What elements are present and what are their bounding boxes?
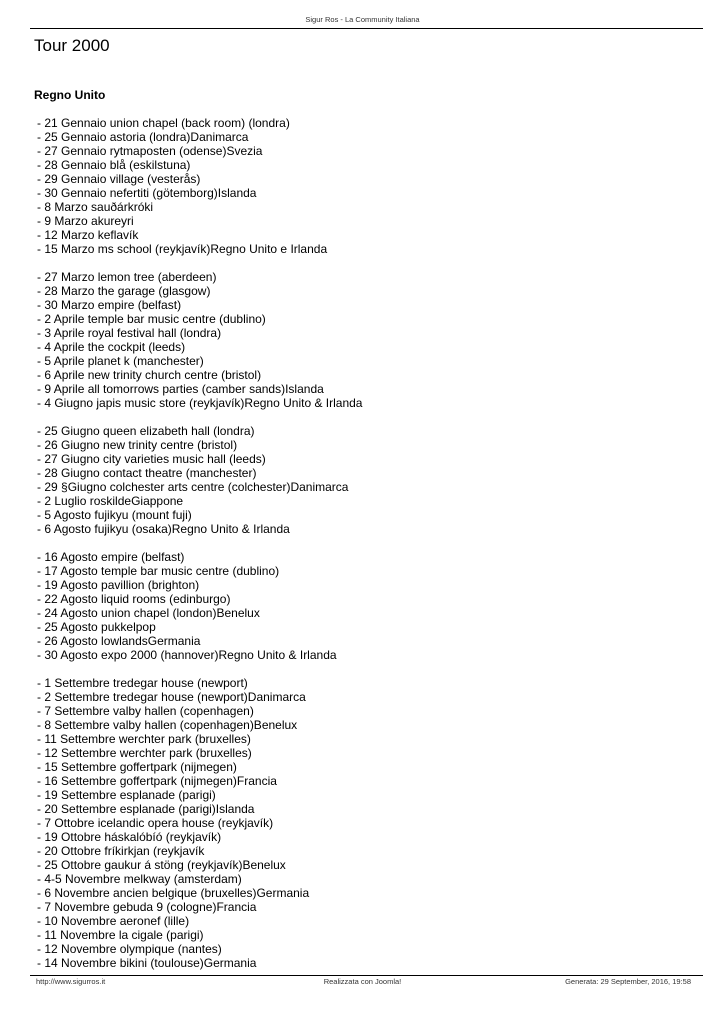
footer-generated-date: Generata: 29 September, 2016, 19:58 bbox=[565, 977, 691, 986]
tour-date-item: - 20 Ottobre fríkirkjan (reykjavík bbox=[37, 844, 697, 858]
tour-date-item: - 29 §Giugno colchester arts centre (colchester)Danimarca bbox=[37, 480, 697, 494]
tour-date-item: - 27 Giugno city varieties music hall (leeds) bbox=[37, 452, 697, 466]
tour-date-item: - 6 Agosto fujikyu (osaka)Regno Unito & Irlanda bbox=[37, 522, 697, 536]
tour-date-item: - 3 Aprile royal festival hall (londra) bbox=[37, 326, 697, 340]
tour-date-item: - 9 Aprile all tomorrows parties (camber sands)Islanda bbox=[37, 382, 697, 396]
tour-date-item: - 12 Marzo keflavík bbox=[37, 228, 697, 242]
tour-date-item: - 7 Novembre gebuda 9 (cologne)Francia bbox=[37, 900, 697, 914]
tour-block bbox=[37, 116, 697, 256]
tour-date-item: - 11 Settembre werchter park (bruxelles) bbox=[37, 732, 697, 746]
tour-date-item: - 29 Gennaio village (vesterås) bbox=[37, 172, 697, 186]
tour-date-item: - 5 Agosto fujikyu (mount fuji) bbox=[37, 508, 697, 522]
tour-date-item: - 21 Gennaio union chapel (back room) (londra) bbox=[37, 116, 697, 130]
tour-date-item: - 4 Giugno japis music store (reykjavík)Regno Unito & Irlanda bbox=[37, 396, 697, 410]
tour-date-item: - 4-5 Novembre melkway (amsterdam) bbox=[37, 872, 697, 886]
tour-date-item: - 2 Luglio roskildeGiappone bbox=[37, 494, 697, 508]
section-heading: Regno Unito bbox=[34, 88, 106, 102]
tour-date-item: - 30 Marzo empire (belfast) bbox=[37, 298, 697, 312]
tour-date-item: - 28 Marzo the garage (glasgow) bbox=[37, 284, 697, 298]
tour-date-item: - 6 Aprile new trinity church centre (bristol) bbox=[37, 368, 697, 382]
tour-date-item: - 24 Agosto union chapel (london)Benelux bbox=[37, 606, 697, 620]
tour-date-item: - 7 Settembre valby hallen (copenhagen) bbox=[37, 704, 697, 718]
tour-date-item: - 6 Novembre ancien belgique (bruxelles)Germania bbox=[37, 886, 697, 900]
tour-dates-list bbox=[37, 116, 697, 984]
tour-date-item: - 30 Agosto expo 2000 (hannover)Regno Unito & Irlanda bbox=[37, 648, 697, 662]
tour-date-item: - 1 Settembre tredegar house (newport) bbox=[37, 676, 697, 690]
footer-divider bbox=[30, 975, 703, 976]
tour-date-item: - 10 Novembre aeronef (lille) bbox=[37, 914, 697, 928]
tour-date-item: - 20 Settembre esplanade (parigi)Islanda bbox=[37, 802, 697, 816]
tour-date-item: - 2 Aprile temple bar music centre (dublino) bbox=[37, 312, 697, 326]
tour-block bbox=[37, 676, 697, 970]
tour-date-item: - 16 Settembre goffertpark (nijmegen)Francia bbox=[37, 774, 697, 788]
tour-date-item: - 19 Ottobre háskalóbíó (reykjavík) bbox=[37, 830, 697, 844]
tour-date-item: - 26 Agosto lowlandsGermania bbox=[37, 634, 697, 648]
tour-date-item: - 28 Gennaio blå (eskilstuna) bbox=[37, 158, 697, 172]
tour-date-item: - 16 Agosto empire (belfast) bbox=[37, 550, 697, 564]
tour-block bbox=[37, 424, 697, 536]
tour-date-item: - 15 Settembre goffertpark (nijmegen) bbox=[37, 760, 697, 774]
tour-date-item: - 25 Agosto pukkelpop bbox=[37, 620, 697, 634]
tour-date-item: - 25 Ottobre gaukur á stöng (reykjavík)Benelux bbox=[37, 858, 697, 872]
tour-date-item: - 12 Settembre werchter park (bruxelles) bbox=[37, 746, 697, 760]
tour-date-item: - 22 Agosto liquid rooms (edinburgo) bbox=[37, 592, 697, 606]
tour-block bbox=[37, 550, 697, 662]
header-divider bbox=[30, 28, 703, 29]
tour-date-item: - 5 Aprile planet k (manchester) bbox=[37, 354, 697, 368]
tour-date-item: - 19 Agosto pavillion (brighton) bbox=[37, 578, 697, 592]
tour-date-item: - 14 Novembre bikini (toulouse)Germania bbox=[37, 956, 697, 970]
tour-date-item: - 17 Agosto temple bar music centre (dublino) bbox=[37, 564, 697, 578]
tour-date-item: - 19 Settembre esplanade (parigi) bbox=[37, 788, 697, 802]
tour-date-item: - 25 Gennaio astoria (londra)Danimarca bbox=[37, 130, 697, 144]
tour-date-item: - 8 Settembre valby hallen (copenhagen)Benelux bbox=[37, 718, 697, 732]
tour-date-item: - 28 Giugno contact theatre (manchester) bbox=[37, 466, 697, 480]
tour-date-item: - 27 Gennaio rytmaposten (odense)Svezia bbox=[37, 144, 697, 158]
tour-date-item: - 12 Novembre olympique (nantes) bbox=[37, 942, 697, 956]
tour-date-item: - 8 Marzo sauðárkróki bbox=[37, 200, 697, 214]
tour-date-item: - 4 Aprile the cockpit (leeds) bbox=[37, 340, 697, 354]
page-header: Sigur Ros - La Community Italiana bbox=[305, 15, 420, 24]
tour-date-item: - 2 Settembre tredegar house (newport)Danimarca bbox=[37, 690, 697, 704]
footer-site-url[interactable]: http://www.sigurros.it bbox=[36, 977, 106, 986]
tour-date-item: - 11 Novembre la cigale (parigi) bbox=[37, 928, 697, 942]
tour-date-item: - 30 Gennaio nefertiti (götemborg)Islanda bbox=[37, 186, 697, 200]
footer-credit: Realizzata con Joomla! bbox=[323, 977, 402, 986]
tour-date-item: - 15 Marzo ms school (reykjavík)Regno Unito e Irlanda bbox=[37, 242, 697, 256]
tour-block bbox=[37, 270, 697, 410]
tour-date-item: - 25 Giugno queen elizabeth hall (londra) bbox=[37, 424, 697, 438]
tour-date-item: - 9 Marzo akureyri bbox=[37, 214, 697, 228]
tour-date-item: - 7 Ottobre icelandic opera house (reykjavík) bbox=[37, 816, 697, 830]
tour-date-item: - 27 Marzo lemon tree (aberdeen) bbox=[37, 270, 697, 284]
page-title: Tour 2000 bbox=[34, 36, 110, 55]
tour-date-item: - 26 Giugno new trinity centre (bristol) bbox=[37, 438, 697, 452]
